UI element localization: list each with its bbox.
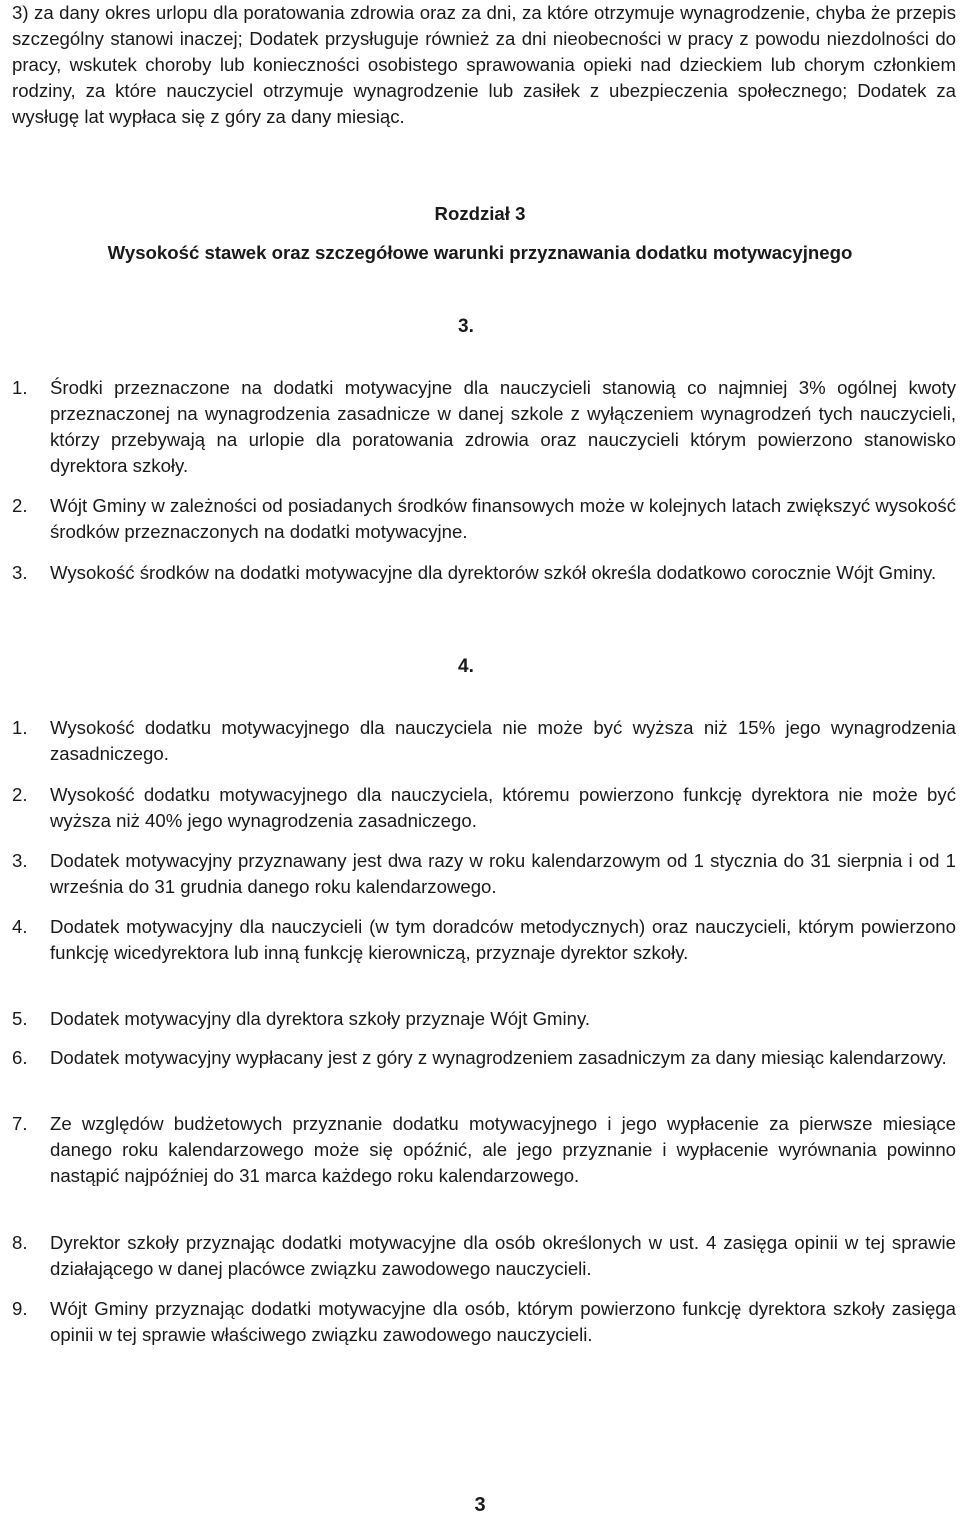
chapter-subtitle: Wysokość stawek oraz szczegółowe warunki przyznawania dodatku motywacyjnego	[107, 242, 853, 263]
item-text: Wysokość dodatku motywacyjnego dla nauczyciela nie może być wyższa niż 15% jego wynagrodzenia zasadniczego.	[50, 717, 956, 764]
item-number: 5.	[12, 1008, 28, 1029]
item-text: Dyrektor szkoły przyznając dodatki motywacyjne dla osób określonych w ust. 4 zasięga opinii w tej sprawie działającego w danej placówce związku zawodowego nauczycieli.	[50, 1232, 956, 1279]
item-number: 3.	[12, 562, 28, 583]
section-4-item-9	[12, 1296, 956, 1348]
item-text: Dodatek motywacyjny przyznawany jest dwa razy w roku kalendarzowym od 1 stycznia do 31 sierpnia i od 1 września do 31 grudnia danego roku kalendarzowego.	[50, 850, 956, 897]
item-number: 3.	[12, 850, 28, 871]
page-number: 3	[474, 1494, 486, 1516]
section-number: 4.	[458, 656, 474, 677]
section-4-heading	[458, 654, 474, 680]
item-number: 7.	[12, 1113, 28, 1134]
section-3-item-2	[12, 493, 956, 545]
item-text: Wysokość środków na dodatki motywacyjne dla dyrektorów szkół określa dodatkowo corocznie Wójt Gminy.	[50, 562, 937, 583]
section-3-heading	[458, 314, 474, 340]
section-4-item-2	[12, 782, 956, 834]
section-4-item-6	[12, 1045, 956, 1071]
item-number: 4.	[12, 916, 28, 937]
item-text: Wójt Gminy w zależności od posiadanych środków finansowych może w kolejnych latach zwiększyć wysokość środków przeznaczonych na dodatki motywacyjne.	[50, 495, 956, 542]
item-text: Dodatek motywacyjny dla nauczycieli (w tym doradców metodycznych) oraz nauczycieli, którym powierzono funkcję wicedyrektora lub inną funkcję kierowniczą, przyznaje dyrektor szkoły.	[50, 916, 956, 963]
item-number: 2.	[12, 784, 28, 805]
section-4-item-1	[12, 715, 956, 767]
item-number: 9.	[12, 1298, 28, 1319]
section-number: 3.	[458, 316, 474, 337]
item-number: 6.	[12, 1047, 28, 1068]
item-number: 2.	[12, 495, 28, 516]
item-text: Wójt Gminy przyznając dodatki motywacyjne dla osób, którym powierzono funkcję dyrektora szkoły zasięga opinii w tej sprawie właściwego związku zawodowego nauczycieli.	[50, 1298, 956, 1345]
item-text: Środki przeznaczone na dodatki motywacyjne dla nauczycieli stanowią co najmniej 3% ogólnej kwoty przeznaczonej na wynagrodzenia zasadnicze w danej szkole z wyłączeniem wynagrodzeń tych nauczycieli, którzy przebywają na urlopie dla poratowania zdrowia oraz nauczycieli którym powierzono stanowisko dyrektora szkoły.	[50, 377, 956, 476]
section-3-item-3	[12, 560, 956, 586]
section-4-item-5	[12, 1006, 956, 1032]
section-4-item-7	[12, 1111, 956, 1189]
item-text: Wysokość dodatku motywacyjnego dla nauczyciela, któremu powierzono funkcję dyrektora nie może być wyższa niż 40% jego wynagrodzenia zasadniczego.	[50, 784, 956, 831]
chapter-title: Rozdział 3	[434, 203, 526, 224]
item-text: Dodatek motywacyjny wypłacany jest z góry z wynagrodzeniem zasadniczym za dany miesiąc kalendarzowy.	[50, 1047, 947, 1068]
section-4-item-3	[12, 848, 956, 900]
section-4-item-4	[12, 914, 956, 966]
item-text: Dodatek motywacyjny dla dyrektora szkoły przyznaje Wójt Gminy.	[50, 1008, 591, 1029]
item-number: 1.	[12, 377, 28, 398]
intro-paragraph: 3) za dany okres urlopu dla poratowania zdrowia oraz za dni, za które otrzymuje wynagrodzenie, chyba że przepis szczególny stanowi inaczej; Dodatek przysługuje również za dni nieobecności w pracy z powodu niezdolności do pracy, wskutek choroby lub konieczności osobistego sprawowania opieki nad dzieckiem lub chorym członkiem rodziny, za które nauczyciel otrzymuje wynagrodzenie lub zasiłek z ubezpieczenia społecznego; Dodatek za wysługę lat wypłaca się z góry za dany miesiąc.	[12, 2, 956, 127]
item-text: Ze względów budżetowych przyznanie dodatku motywacyjnego i jego wypłacenie za pierwsze miesiące danego roku kalendarzowego może się opóźnić, ale jego przyznanie i wypłacenie wyrównania powinno nastąpić najpóźniej do 31 marca każdego roku kalendarzowego.	[50, 1113, 956, 1186]
item-number: 1.	[12, 717, 28, 738]
item-number: 8.	[12, 1232, 28, 1253]
section-4-item-8	[12, 1230, 956, 1282]
section-3-item-1	[12, 375, 956, 479]
